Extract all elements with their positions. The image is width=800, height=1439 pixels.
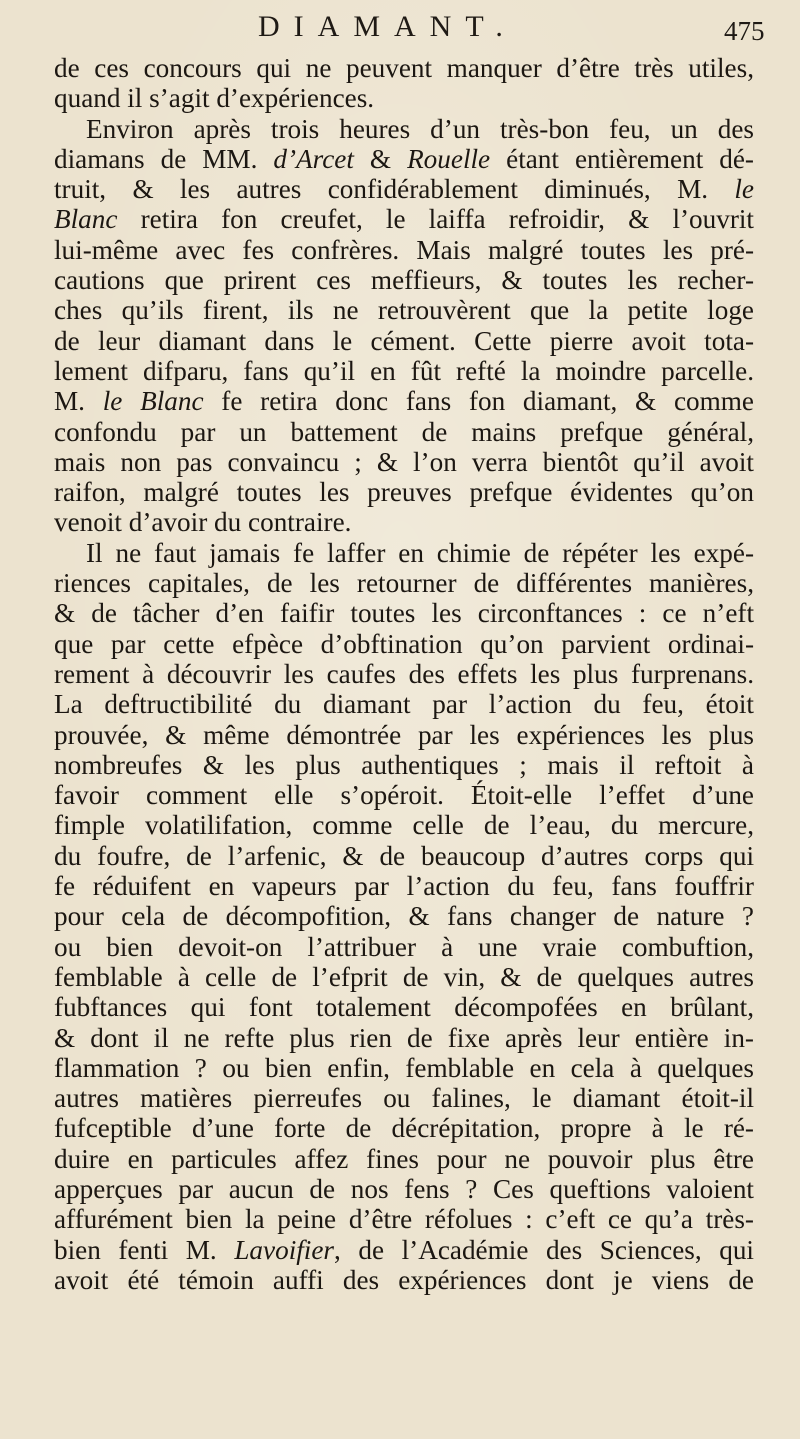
text-line	[54, 1204, 754, 1234]
text-line	[54, 1174, 754, 1204]
text-line	[54, 598, 754, 628]
text-line	[54, 810, 754, 840]
text-line	[54, 417, 754, 447]
text-segment: autres matières pierreufes ou falines, le diamant étoit-il	[54, 1083, 754, 1114]
text-line	[54, 659, 754, 689]
page-number: 475	[724, 16, 765, 46]
text-segment: venoit d’avoir du contraire.	[54, 507, 352, 538]
text-line	[54, 932, 754, 962]
text-segment: retira fon creufet, le laiffa refroidir, & l’ouvrit	[117, 204, 754, 235]
text-segment: fubftances qui font totalement décompofées en brûlant,	[54, 992, 754, 1023]
text-segment: & dont il ne refte plus rien de fixe après leur entière in-	[54, 1022, 754, 1053]
text-line	[54, 1083, 754, 1113]
text-segment: confondu par un battement de mains prefque général,	[54, 416, 754, 447]
text-segment: bien fenti M.	[54, 1234, 235, 1265]
text-segment: , de l’Académie des Sciences, qui	[334, 1234, 754, 1265]
text-segment: avoit été témoin auffi des expériences dont je viens de	[54, 1264, 754, 1295]
text-segment: &	[353, 143, 408, 174]
text-line	[54, 538, 754, 568]
running-head-title: DIAMANT.	[258, 10, 517, 43]
text-segment: de ces concours qui ne peuvent manquer d’être très utiles,	[54, 53, 754, 83]
text-segment: favoir comment elle s’opéroit. Étoit-elle l’effet d’une	[54, 780, 754, 811]
text-segment: apperçues par aucun de nos fens ? Ces queftions valoient	[54, 1173, 754, 1204]
text-line	[54, 1144, 754, 1174]
text-line	[54, 174, 754, 204]
text-segment: flammation ? ou bien enfin, femblable en cela à quelques	[54, 1052, 754, 1083]
text-segment: Environ après trois heures d’un très-bon feu, un des	[86, 113, 754, 144]
text-segment: femblable à celle de l’efprit de vin, & de quelques autres	[54, 961, 754, 992]
text-segment: étant entièrement dé-	[490, 143, 754, 174]
text-line	[54, 750, 754, 780]
text-line	[54, 568, 754, 598]
text-segment: nombreufes & les plus authentiques ; mais il reftoit à	[54, 749, 754, 780]
italic-text-segment: le Blanc	[102, 386, 204, 417]
text-segment: cautions que prirent ces meffieurs, & toutes les recher-	[54, 265, 754, 296]
text-segment: pour cela de décompofition, & fans changer de nature ?	[54, 901, 754, 932]
text-segment: rement à découvrir les caufes des effets les plus furprenans.	[54, 658, 754, 689]
text-line	[54, 386, 754, 416]
italic-text-segment: Lavoifier	[234, 1234, 334, 1265]
text-segment: lement difparu, fans qu’il en fût refté la moindre parcelle.	[54, 355, 754, 386]
text-segment: La deftructibilité du diamant par l’action du feu, étoit	[54, 689, 754, 720]
text-line	[54, 1265, 754, 1295]
italic-text-segment: Rouelle	[407, 143, 491, 174]
italic-text-segment: Blanc	[54, 204, 118, 235]
text-segment: riences capitales, de les retourner de différentes manières,	[54, 568, 754, 599]
text-segment: de leur diamant dans le cément. Cette pierre avoit tota-	[54, 325, 754, 356]
text-segment: truit, & les autres confidérablement diminués, M.	[54, 174, 735, 205]
text-segment: fe réduifent en vapeurs par l’action du feu, fans fouffrir	[54, 871, 754, 902]
text-segment: lui-même avec fes confrères. Mais malgré toutes les pré-	[54, 234, 754, 265]
text-segment: que par cette efpèce d’obftination qu’on parvient ordinai-	[54, 628, 754, 659]
text-line	[54, 83, 754, 113]
text-segment: ou bien devoit-on l’attribuer à une vraie combuftion,	[54, 931, 754, 962]
text-line	[54, 53, 754, 83]
text-segment: fe retira donc fans fon diamant, & comme	[203, 386, 754, 417]
text-segment: M.	[54, 386, 103, 417]
text-line	[54, 962, 754, 992]
italic-text-segment: d’Arcet	[273, 143, 354, 174]
text-line	[54, 871, 754, 901]
text-line	[54, 204, 754, 234]
text-segment: quand il s’agit d’expériences.	[54, 83, 375, 114]
text-segment: Il ne faut jamais fe laffer en chimie de répéter les expé-	[86, 537, 754, 568]
text-line	[54, 235, 754, 265]
text-line	[54, 356, 754, 386]
text-line	[54, 144, 754, 174]
text-line	[54, 507, 754, 537]
italic-text-segment: le	[734, 174, 754, 205]
text-line	[54, 780, 754, 810]
text-line	[54, 629, 754, 659]
text-segment: diamans de MM.	[54, 143, 274, 174]
text-line	[54, 1113, 754, 1143]
running-head	[0, 6, 800, 46]
body-text	[54, 53, 754, 1295]
text-line	[54, 841, 754, 871]
text-line	[54, 901, 754, 931]
text-segment: affurément bien la peine d’être réfolues : c’eft ce qu’a très-	[54, 1204, 754, 1235]
text-line	[54, 992, 754, 1022]
text-line	[54, 689, 754, 719]
text-segment: fufceptible d’une forte de décrépitation, propre à le ré-	[54, 1113, 754, 1144]
text-line	[54, 477, 754, 507]
text-segment: & de tâcher d’en faifir toutes les circonftances : ce n’eft	[54, 598, 754, 629]
text-segment: raifon, malgré toutes les preuves prefque évidentes qu’on	[54, 477, 754, 508]
text-line	[54, 326, 754, 356]
text-line	[54, 1023, 754, 1053]
text-segment: mais non pas convaincu ; & l’on verra bientôt qu’il avoit	[54, 446, 754, 477]
text-segment: du foufre, de l’arfenic, & de beaucoup d’autres corps qui	[54, 840, 754, 871]
text-line	[54, 114, 754, 144]
text-line	[54, 1235, 754, 1265]
text-segment: ches qu’ils firent, ils ne retrouvèrent que la petite loge	[54, 295, 754, 326]
text-segment: duire en particules affez fines pour ne pouvoir plus être	[54, 1143, 754, 1174]
text-segment: fimple volatilifation, comme celle de l’eau, du mercure,	[54, 810, 754, 841]
text-segment: prouvée, & même démontrée par les expériences les plus	[54, 719, 754, 750]
text-line	[54, 295, 754, 325]
text-line	[54, 1053, 754, 1083]
text-line	[54, 720, 754, 750]
text-line	[54, 265, 754, 295]
text-line	[54, 447, 754, 477]
